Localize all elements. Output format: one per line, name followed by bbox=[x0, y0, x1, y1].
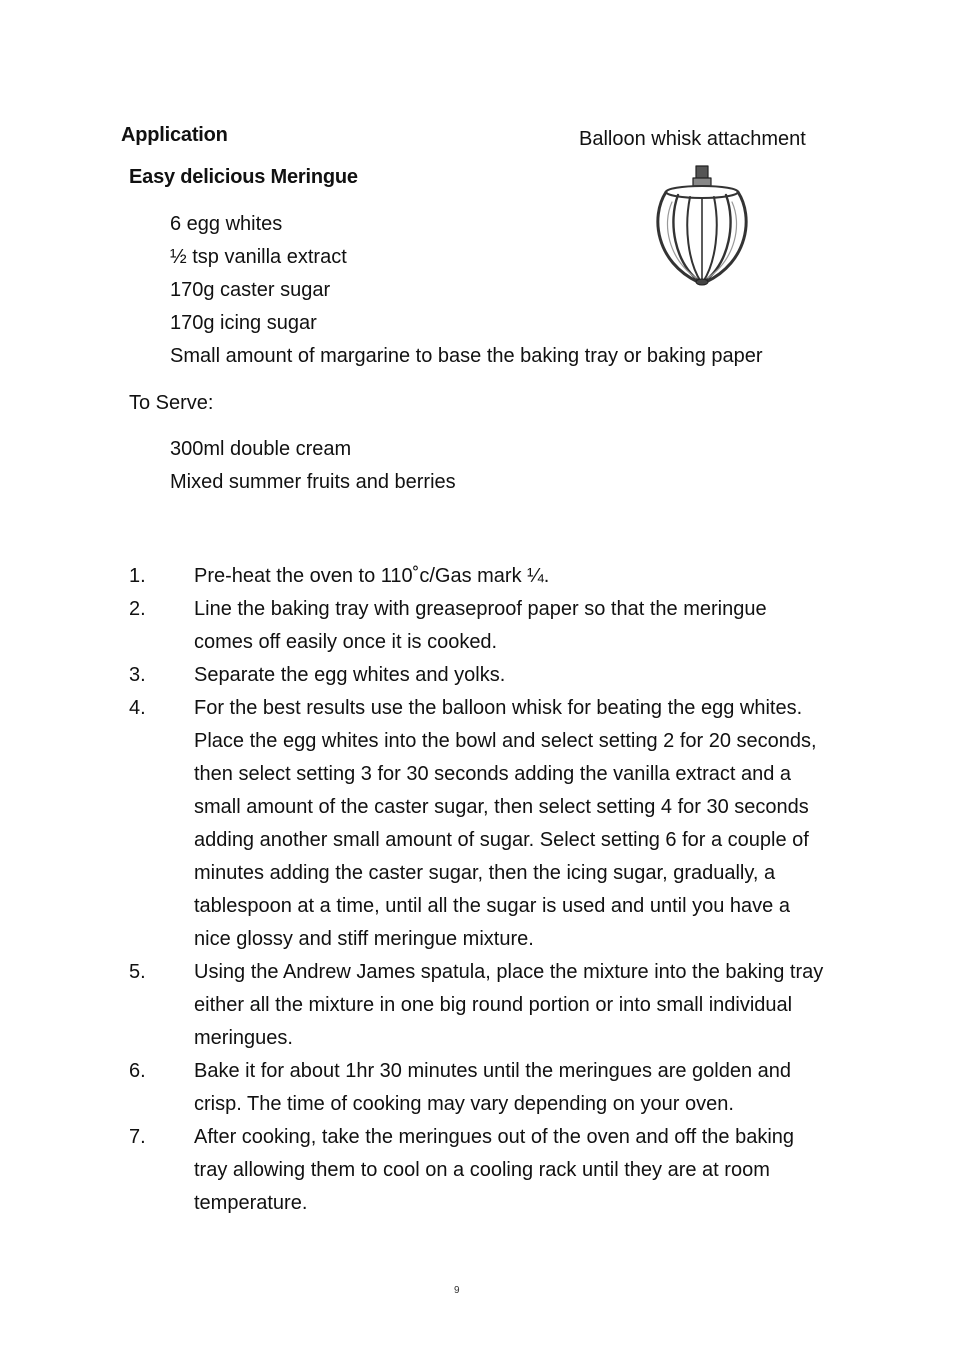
method-step bbox=[129, 659, 829, 692]
page-heading: Application bbox=[121, 124, 228, 146]
step-number: 7. bbox=[129, 1126, 146, 1148]
page-number: 9 bbox=[454, 1285, 460, 1296]
method-steps bbox=[129, 560, 829, 1220]
list-item: Small amount of margarine to base the baking tray or baking paper bbox=[170, 345, 763, 367]
step-text: Separate the egg whites and yolks. bbox=[194, 664, 506, 686]
step-text: Bake it for about 1hr 30 minutes until the meringues are golden and crisp. The time of cooking may vary depending on your oven. bbox=[194, 1060, 792, 1115]
step-number: 1. bbox=[129, 565, 146, 587]
list-item: 300ml double cream bbox=[170, 438, 352, 460]
step-number: 3. bbox=[129, 664, 146, 686]
method-step bbox=[129, 956, 829, 1055]
method-step bbox=[129, 560, 829, 593]
step-number: 4. bbox=[129, 697, 146, 719]
step-number: 5. bbox=[129, 961, 146, 983]
serve-label: To Serve: bbox=[129, 392, 214, 414]
step-text: After cooking, take the meringues out of the oven and off the baking tray allowing them to cool on a cooling rack until they are at room temperature. bbox=[194, 1126, 795, 1214]
method-step bbox=[129, 1055, 829, 1121]
list-item: 6 egg whites bbox=[170, 213, 283, 235]
step-text: Line the baking tray with greaseproof paper so that the meringue comes off easily once it is cooked. bbox=[194, 598, 767, 653]
list-item: 170g icing sugar bbox=[170, 312, 317, 334]
step-text: For the best results use the balloon whisk for beating the egg whites. Place the egg whites into the bowl and select setting 2 for 20 seconds, then select setting 3 for 30 seconds adding the vanilla extract and a small amount of the caster sugar, then select setting 4 for 30 seconds adding another small amount of sugar. Select setting 6 for a couple of minutes adding the caster sugar, then the icing sugar, gradually, a tablespoon at a time, until all the sugar is used and until you have a nice glossy and stiff meringue mixture. bbox=[194, 697, 817, 950]
step-number: 6. bbox=[129, 1060, 146, 1082]
recipe-title: Easy delicious Meringue bbox=[129, 166, 358, 188]
list-item: 170g caster sugar bbox=[170, 279, 331, 301]
list-item: ½ tsp vanilla extract bbox=[170, 246, 347, 268]
step-text: Pre-heat the oven to 110˚c/Gas mark ¼. bbox=[194, 565, 550, 587]
ingredient-list bbox=[170, 208, 763, 373]
method-step bbox=[129, 692, 829, 956]
figure-caption: Balloon whisk attachment bbox=[579, 128, 806, 150]
step-number: 2. bbox=[129, 598, 146, 620]
method-step bbox=[129, 593, 829, 659]
method-step bbox=[129, 1121, 829, 1220]
serve-list bbox=[170, 433, 456, 499]
list-item: Mixed summer fruits and berries bbox=[170, 471, 456, 493]
step-text: Using the Andrew James spatula, place the mixture into the baking tray either all the mixture in one big round portion or into small individual meringues. bbox=[194, 961, 824, 1049]
